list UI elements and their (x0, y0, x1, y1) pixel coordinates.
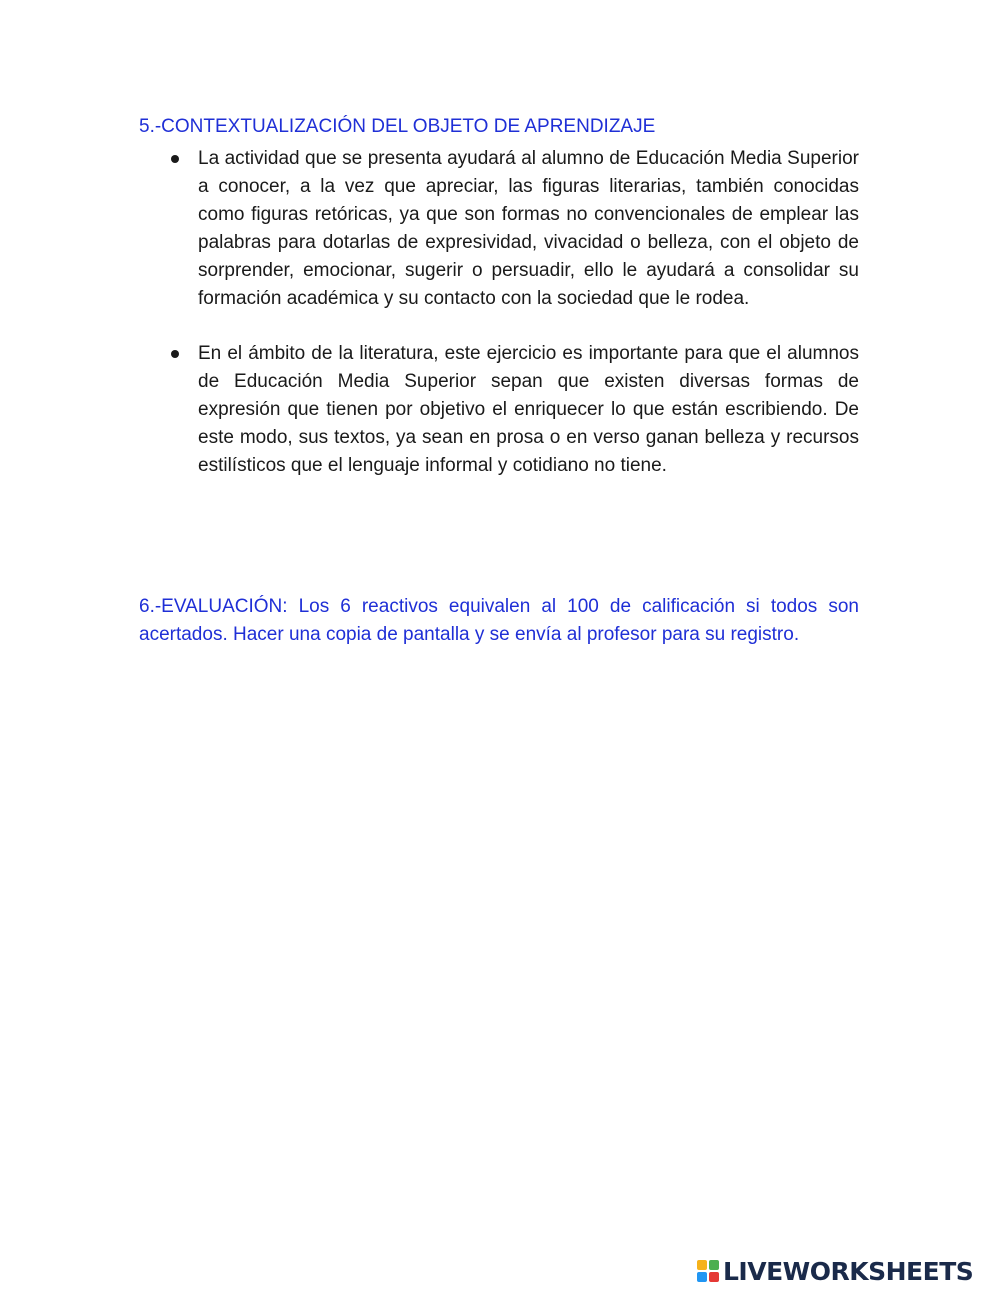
bullet-text: La actividad que se presenta ayudará al alumno de Educación Media Superior a conocer, a la vez que apreciar, las figuras literarias, también conocidas como figuras retóricas, ya que son formas no convencionales de emplear las palabras para dotarlas de expresividad, vivacidad o belleza, con el objeto de sorprender, emocionar, sugerir o persuadir, ello le ayudará a consolidar su formación académica y su contacto con la sociedad que le rodea. (198, 148, 859, 309)
liveworksheets-logo (697, 1255, 973, 1287)
logo-block-e (709, 1272, 719, 1282)
logo-block-l (697, 1260, 707, 1270)
bullet-icon (171, 350, 179, 358)
list-item (139, 340, 859, 480)
logo-block-i (709, 1260, 719, 1270)
logo-text: LIVEWORKSHEETS (723, 1256, 974, 1286)
bullet-icon (171, 155, 179, 163)
logo-blocks-icon (697, 1260, 719, 1282)
bullet-text: En el ámbito de la literatura, este ejercicio es importante para que el alumnos de Educación Media Superior sepan que existen diversas formas de expresión que tienen por objetivo el enriquecer lo que están escribiendo. De este modo, sus textos, ya sean en prosa o en verso ganan belleza y recursos estilísticos que el lenguaje informal y cotidiano no tiene. (198, 343, 859, 476)
logo-block-v (697, 1272, 707, 1282)
section-5-title: 5.-CONTEXTUALIZACIÓN DEL OBJETO DE APRENDIZAJE (139, 116, 656, 137)
section-5-bullet-list (139, 145, 859, 508)
list-item (139, 145, 859, 312)
section-6-evaluation: 6.-EVALUACIÓN: Los 6 reactivos equivalen al 100 de calificación si todos son acertados. Hacer una copia de pantalla y se envía al profesor para su registro. (139, 596, 859, 645)
